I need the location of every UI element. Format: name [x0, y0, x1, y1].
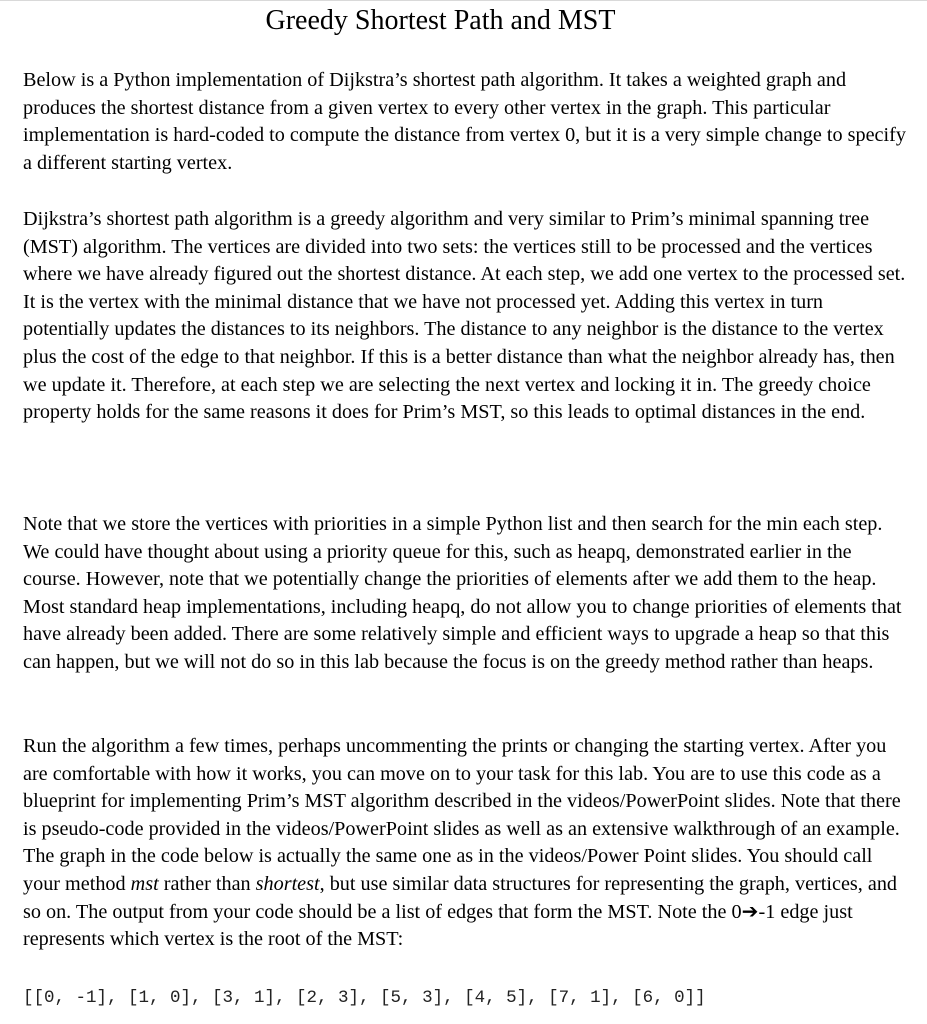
code-output: [[0, -1], [1, 0], [3, 1], [2, 3], [5, 3], [4, 5], [7, 1], [6, 0]] — [23, 988, 706, 1008]
paragraph-task — [23, 733, 909, 954]
paragraph-priority-note: Note that we store the vertices with priorities in a simple Python list and then search for the min each step. We could have thought about using a priority queue for this, such as heapq, demonstrated earlier in the course. However, note that we potentially change the priorities of elements after we add them to the heap. Most standard heap implementations, including heapq, do not allow you to change priorities of elements that have already been added. There are some relatively simple and efficient ways to upgrade a heap so that this can happen, but we will not do so in this lab because the focus is on the greedy method rather than heaps. — [23, 513, 902, 673]
page-title: Greedy Shortest Path and MST — [265, 5, 616, 36]
task-text-1: Run the algorithm a few times, perhaps uncommenting the prints or changing the starting vertex. After you are comfortable with how it works, you can move on to your task for this lab. You are to use this code as a blueprint for implementing Prim’s MST algorithm described in the videos/PowerPoint slides. Note that there is pseudo-code provided in the videos/PowerPoint slides as well as an extensive walkthrough of an example. The graph in the code below is actually the same one as in the videos/Power Point slides. You should call your method — [23, 735, 901, 895]
paragraph-intro: Below is a Python implementation of Dijkstra’s shortest path algorithm. It takes a weighted graph and produces the shortest distance from a given vertex to every other vertex in the graph. This particular implementation is hard-coded to compute the distance from vertex 0, but it is a very simple change to specify a different starting vertex. — [23, 69, 906, 174]
paragraph-greedy-explanation: Dijkstra’s shortest path algorithm is a greedy algorithm and very similar to Prim’s minimal spanning tree (MST) algorithm. The vertices are divided into two sets: the vertices still to be processed and the vertices where we have already figured out the shortest distance. At each step, we add one vertex to the processed set. It is the vertex with the minimal distance that we have not processed yet. Adding this vertex in turn potentially updates the distances to its neighbors. The distance to any neighbor is the distance to the vertex plus the cost of the edge to that neighbor. If this is a better distance than what the neighbor already has, then we update it. Therefore, at each step we are selecting the next vertex and locking it in. The greedy choice property holds for the same reasons it does for Prim’s MST, so this leads to optimal distances in the end. — [23, 208, 906, 424]
title-container — [0, 0, 904, 43]
task-text-2: rather than — [158, 872, 256, 895]
task-text-3: , but use similar data structures for representing the graph, vertices, and so on. The output from your code should be a list of edges that form the MST. Note the 0➔-1 edge just represents which vertex is the root of the MST: — [23, 872, 898, 951]
method-name-shortest: shortest — [255, 872, 320, 895]
method-name-mst: mst — [130, 872, 159, 895]
